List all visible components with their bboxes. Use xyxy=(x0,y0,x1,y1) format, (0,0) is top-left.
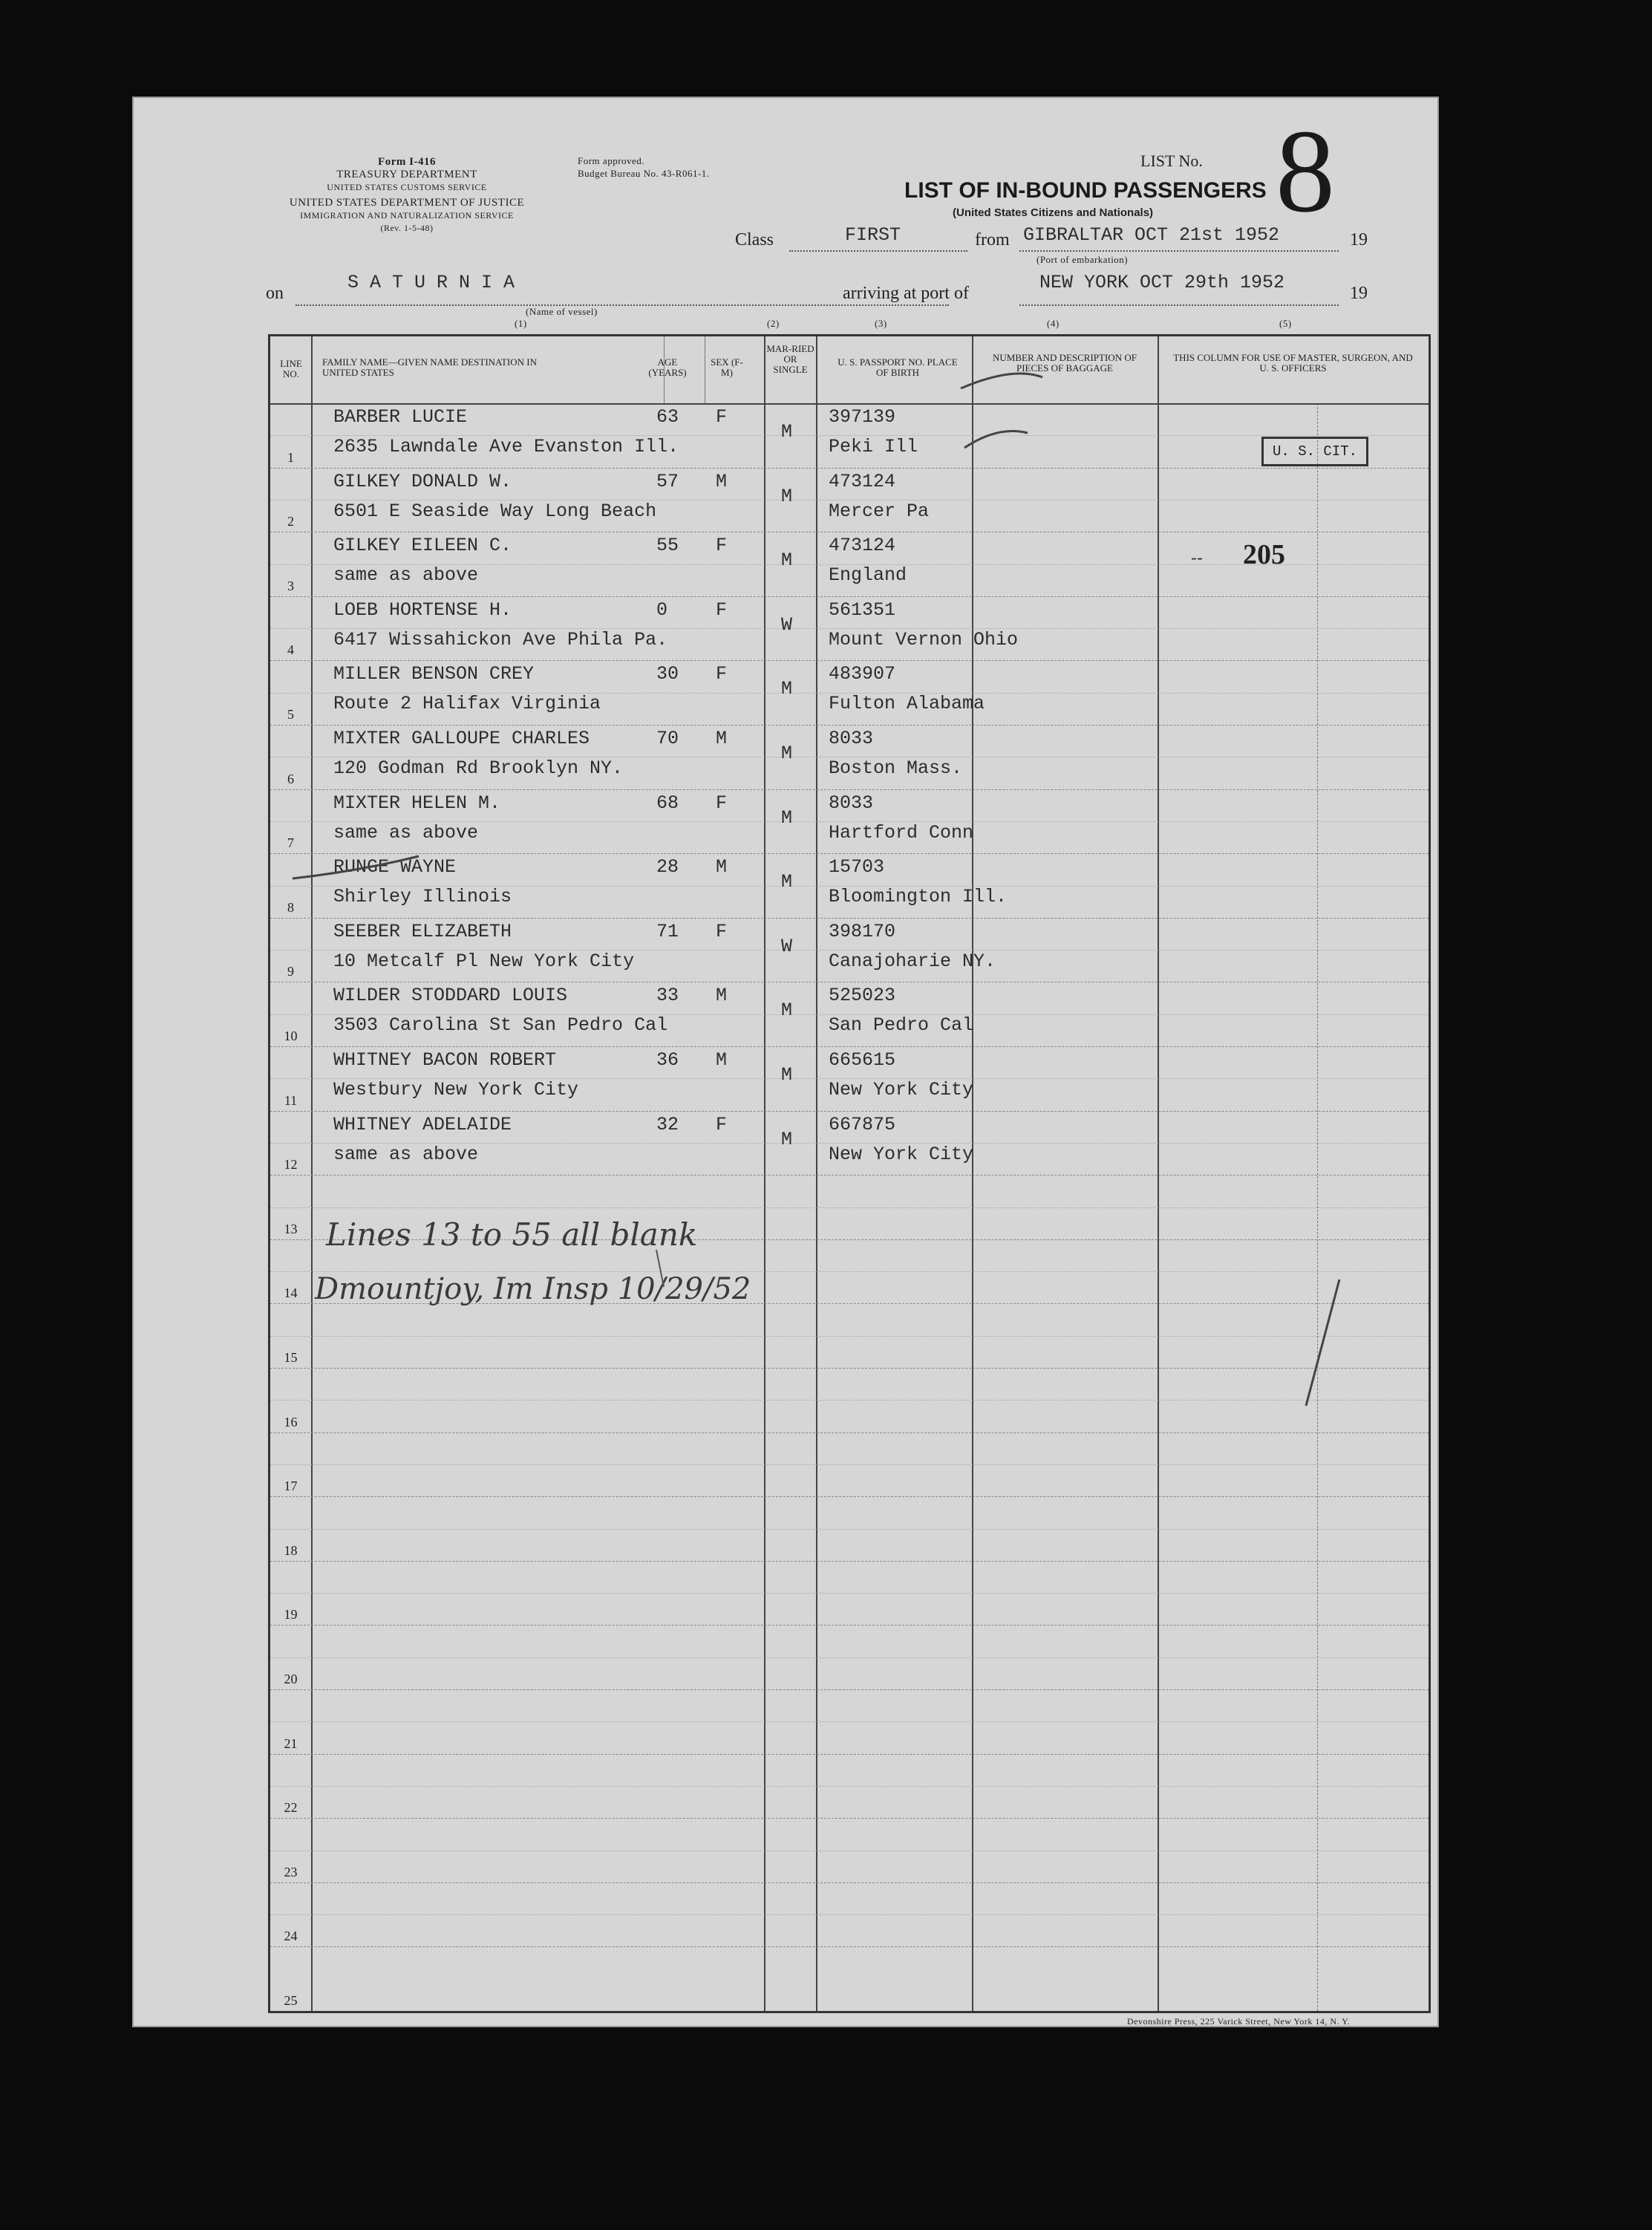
passenger-birthplace: Fulton Alabama xyxy=(829,693,985,715)
row-divider xyxy=(270,596,1429,597)
passenger-sex: F xyxy=(716,1113,728,1135)
passenger-name: WHITNEY BACON ROBERT xyxy=(333,1049,557,1071)
col-ref-1: (1) xyxy=(515,318,527,329)
line-number: 6 xyxy=(287,771,294,786)
col-ref-5: (5) xyxy=(1279,318,1292,329)
passenger-sex: M xyxy=(716,1049,728,1071)
passenger-destination: 6417 Wissahickon Ave Phila Pa. xyxy=(333,628,668,651)
approval-block xyxy=(578,154,800,180)
line-number: 24 xyxy=(284,1929,298,1944)
passenger-age: 0 xyxy=(656,599,668,621)
passenger-birthplace: New York City xyxy=(829,1143,974,1165)
row-subdivider xyxy=(270,1786,1429,1787)
row-divider xyxy=(270,660,1429,661)
agency-header xyxy=(262,156,552,235)
passenger-name: GILKEY EILEEN C. xyxy=(333,535,512,557)
col-divider xyxy=(1158,336,1159,2011)
row-subdivider xyxy=(270,1657,1429,1658)
passenger-sex: M xyxy=(716,470,728,492)
class-value: FIRST xyxy=(845,224,901,246)
line-number: 20 xyxy=(284,1672,298,1686)
passenger-age: 57 xyxy=(656,470,679,492)
passenger-destination: same as above xyxy=(333,1143,479,1165)
line-number: 7 xyxy=(287,835,294,851)
passenger-age: 33 xyxy=(656,985,679,1007)
passenger-sex: F xyxy=(716,792,728,814)
embarkation-port: GIBRALTAR OCT 21st 1952 xyxy=(1023,224,1280,246)
row-divider xyxy=(270,1882,1429,1883)
passenger-name: SEEBER ELIZABETH xyxy=(333,920,512,942)
passenger-destination: 10 Metcalf Pl New York City xyxy=(333,950,635,972)
passenger-passport: 397139 xyxy=(829,406,896,428)
row-subdivider xyxy=(270,1400,1429,1401)
col-divider xyxy=(816,336,817,2011)
row-divider xyxy=(270,1818,1429,1819)
ins-label: IMMIGRATION AND NATURALIZATION SERVICE xyxy=(300,210,514,221)
passenger-name: MIXTER HELEN M. xyxy=(333,792,501,814)
line-number: 14 xyxy=(284,1285,298,1301)
passenger-marital: M xyxy=(781,678,793,700)
row-divider xyxy=(270,1175,1429,1176)
line-number: 21 xyxy=(284,1735,298,1751)
list-no-label: LIST No. xyxy=(1140,151,1203,170)
passenger-birthplace: Peki Ill xyxy=(829,436,918,457)
row-divider xyxy=(270,1625,1429,1626)
passenger-passport: 15703 xyxy=(829,856,885,878)
us-citizen-stamp: U. S. CIT. xyxy=(1261,437,1368,466)
passenger-marital: M xyxy=(781,421,793,443)
printer-footer: Devonshire Press, 225 Varick Street, New York 14, N. Y. xyxy=(1127,2016,1351,2027)
revision-label: (Rev. 1-5-48) xyxy=(380,223,434,233)
line-number: 25 xyxy=(284,1993,298,2008)
customs-label: UNITED STATES CUSTOMS SERVICE xyxy=(327,182,487,192)
passenger-marital: M xyxy=(781,550,793,572)
line-number: 4 xyxy=(287,642,294,658)
justice-label: UNITED STATES DEPARTMENT OF JUSTICE xyxy=(289,197,525,209)
year-label-2: 19 xyxy=(1350,284,1368,303)
row-divider xyxy=(270,1432,1429,1433)
row-subdivider xyxy=(270,1914,1429,1915)
passenger-birthplace: San Pedro Cal xyxy=(829,1014,974,1037)
line-number: 3 xyxy=(287,578,294,593)
passenger-age: 30 xyxy=(656,663,679,685)
form-number: Form I-416 xyxy=(378,156,436,168)
vessel-underline xyxy=(296,304,949,306)
col-header-officers: THIS COLUMN FOR USE OF MASTER, SURGEON, AND U. S. OFFICERS xyxy=(1173,352,1413,374)
from-label: from xyxy=(975,230,1010,250)
row-subdivider xyxy=(270,1721,1429,1722)
col-header-baggage: NUMBER AND DESCRIPTION OF PIECES OF BAGGAGE xyxy=(993,352,1137,374)
line-number: 10 xyxy=(284,1028,298,1043)
passenger-birthplace: Bloomington Ill. xyxy=(829,886,1008,908)
passenger-marital: M xyxy=(781,1000,793,1022)
col-header-sex: SEX (F-M) xyxy=(711,356,743,378)
passenger-passport: 525023 xyxy=(829,985,896,1007)
passenger-passport: 561351 xyxy=(829,599,896,621)
passenger-passport: 473124 xyxy=(829,535,896,557)
passenger-sex: M xyxy=(716,985,728,1007)
row-subdivider xyxy=(270,1207,1429,1208)
inspector-signature: Dmountjoy, Im Insp 10/29/52 xyxy=(315,1272,751,1306)
header-divider xyxy=(270,403,1429,405)
passenger-destination: 2635 Lawndale Ave Evanston Ill. xyxy=(333,436,679,457)
row-divider xyxy=(270,1368,1429,1369)
col-header-age: AGE (YEARS) xyxy=(648,356,687,378)
budget-label: Budget Bureau No. 43-R061-1. xyxy=(578,168,710,179)
col-ref-3: (3) xyxy=(875,318,887,329)
col-divider xyxy=(972,336,973,2011)
line-number: 17 xyxy=(284,1478,298,1494)
passenger-marital: W xyxy=(781,935,793,957)
manifest-sheet xyxy=(132,97,1439,2027)
row-divider xyxy=(270,1754,1429,1755)
passenger-marital: W xyxy=(781,613,793,636)
passenger-birthplace: Canajoharie NY. xyxy=(829,950,996,972)
arrival-port: NEW YORK OCT 29th 1952 xyxy=(1039,272,1285,293)
passenger-marital: M xyxy=(781,1128,793,1150)
manifest-subtitle: (United States Citizens and Nationals) xyxy=(953,206,1154,219)
port-embarkation-caption: (Port of embarkation) xyxy=(1036,254,1129,265)
passenger-passport: 473124 xyxy=(829,470,896,492)
col-header-name: FAMILY NAME—GIVEN NAME DESTINATION IN UNITED STATES xyxy=(322,356,538,378)
passenger-marital: M xyxy=(781,743,793,764)
officer-count: 205 xyxy=(1243,539,1285,570)
passenger-destination: Shirley Illinois xyxy=(333,886,512,908)
passenger-birthplace: England xyxy=(829,564,907,587)
approved-label: Form approved. xyxy=(578,155,645,166)
passenger-sex: F xyxy=(716,599,728,621)
row-subdivider xyxy=(270,1336,1429,1337)
arriving-underline xyxy=(1019,304,1339,306)
line-number: 11 xyxy=(284,1092,298,1108)
passenger-sex: F xyxy=(716,920,728,942)
line-number: 1 xyxy=(287,449,294,465)
line-number: 19 xyxy=(284,1607,298,1623)
class-underline xyxy=(789,250,967,252)
col-header-married: MAR-RIED OR SINGLE xyxy=(766,343,814,375)
row-divider xyxy=(270,1111,1429,1112)
arriving-label: arriving at port of xyxy=(843,284,969,303)
passenger-name: MILLER BENSON CREY xyxy=(333,663,535,685)
row-divider xyxy=(270,725,1429,726)
check-mark xyxy=(964,431,1028,449)
passenger-passport: 8033 xyxy=(829,792,874,814)
passenger-sex: F xyxy=(716,406,728,428)
passenger-sex: M xyxy=(716,856,728,878)
passenger-name: MIXTER GALLOUPE CHARLES xyxy=(333,728,590,749)
treasury-label: TREASURY DEPARTMENT xyxy=(336,169,477,180)
passenger-age: 55 xyxy=(656,535,679,557)
passenger-passport: 8033 xyxy=(829,728,874,749)
line-number: 13 xyxy=(284,1221,298,1236)
passenger-marital: M xyxy=(781,1064,793,1086)
officer-dash: -- xyxy=(1191,548,1203,568)
passenger-age: 28 xyxy=(656,856,679,878)
passenger-marital: M xyxy=(781,485,793,507)
passenger-passport: 483907 xyxy=(829,663,896,685)
passenger-age: 32 xyxy=(656,1113,679,1135)
passenger-birthplace: Hartford Conn xyxy=(829,821,974,844)
row-subdivider xyxy=(270,1593,1429,1594)
row-subdivider xyxy=(270,1529,1429,1530)
row-divider xyxy=(270,1496,1429,1497)
passenger-age: 68 xyxy=(656,792,679,814)
passenger-passport: 398170 xyxy=(829,920,896,942)
passenger-name: LOEB HORTENSE H. xyxy=(333,599,512,621)
line-number: 9 xyxy=(287,964,294,979)
line-number: 12 xyxy=(284,1157,298,1173)
line-number: 22 xyxy=(284,1800,298,1816)
passenger-destination: 3503 Carolina St San Pedro Cal xyxy=(333,1014,668,1037)
row-subdivider xyxy=(270,1464,1429,1465)
passenger-age: 36 xyxy=(656,1049,679,1071)
vessel-name: S A T U R N I A xyxy=(347,272,515,293)
row-divider xyxy=(270,1946,1429,1947)
line-number: 5 xyxy=(287,707,294,722)
passenger-destination: Westbury New York City xyxy=(333,1079,579,1101)
passenger-destination: same as above xyxy=(333,564,479,587)
line-number: 2 xyxy=(287,514,294,529)
passenger-name: BARBER LUCIE xyxy=(333,406,468,428)
line-number: 23 xyxy=(284,1864,298,1879)
passenger-name: WHITNEY ADELAIDE xyxy=(333,1113,512,1135)
passenger-birthplace: New York City xyxy=(829,1079,974,1101)
passenger-age: 63 xyxy=(656,406,679,428)
row-divider xyxy=(270,1689,1429,1690)
passenger-age: 70 xyxy=(656,728,679,749)
passenger-birthplace: Mount Vernon Ohio xyxy=(829,628,1019,651)
col-header-passport: U. S. PASSPORT NO. PLACE OF BIRTH xyxy=(838,356,958,378)
row-divider xyxy=(270,468,1429,469)
col-ref-2: (2) xyxy=(767,318,780,329)
passenger-grid xyxy=(268,334,1431,2013)
passenger-passport: 667875 xyxy=(829,1113,896,1135)
passenger-name: WILDER STODDARD LOUIS xyxy=(333,985,568,1007)
on-label: on xyxy=(266,284,284,303)
passenger-sex: M xyxy=(716,728,728,749)
year-label-1: 19 xyxy=(1350,230,1368,250)
passenger-sex: F xyxy=(716,663,728,685)
row-divider xyxy=(270,853,1429,854)
vessel-caption: (Name of vessel) xyxy=(526,306,598,317)
manifest-title: LIST OF IN-BOUND PASSENGERS xyxy=(904,178,1267,203)
passenger-destination: same as above xyxy=(333,821,479,844)
class-label: Class xyxy=(735,230,774,250)
line-number: 8 xyxy=(287,899,294,915)
passenger-birthplace: Boston Mass. xyxy=(829,757,963,779)
col-divider xyxy=(764,336,765,2011)
line-number: 18 xyxy=(284,1542,298,1558)
officer-check-mark xyxy=(1306,1279,1339,1406)
passenger-name: GILKEY DONALD W. xyxy=(333,470,512,492)
row-divider xyxy=(270,918,1429,919)
row-divider xyxy=(270,789,1429,790)
passenger-age: 71 xyxy=(656,920,679,942)
col-divider xyxy=(311,336,313,2011)
line-number: 15 xyxy=(284,1350,298,1365)
list-number: 8 xyxy=(1276,105,1335,237)
passenger-sex: F xyxy=(716,535,728,557)
col-header-line: LINE NO. xyxy=(280,358,302,379)
row-divider xyxy=(270,1046,1429,1047)
check-marks xyxy=(270,336,1429,2011)
handwritten-note: Lines 13 to 55 all blank xyxy=(326,1216,698,1253)
passenger-birthplace: Mercer Pa xyxy=(829,500,930,522)
passenger-name: RUNGE WAYNE xyxy=(333,856,457,878)
passenger-destination: Route 2 Halifax Virginia xyxy=(333,693,601,715)
from-underline xyxy=(1019,250,1339,252)
passenger-destination: 120 Godman Rd Brooklyn NY. xyxy=(333,757,624,779)
passenger-marital: M xyxy=(781,871,793,893)
passenger-passport: 665615 xyxy=(829,1049,896,1071)
line-number: 16 xyxy=(284,1414,298,1429)
row-divider xyxy=(270,1561,1429,1562)
passenger-marital: M xyxy=(781,806,793,829)
passenger-destination: 6501 E Seaside Way Long Beach xyxy=(333,500,657,522)
col-ref-4: (4) xyxy=(1047,318,1060,329)
